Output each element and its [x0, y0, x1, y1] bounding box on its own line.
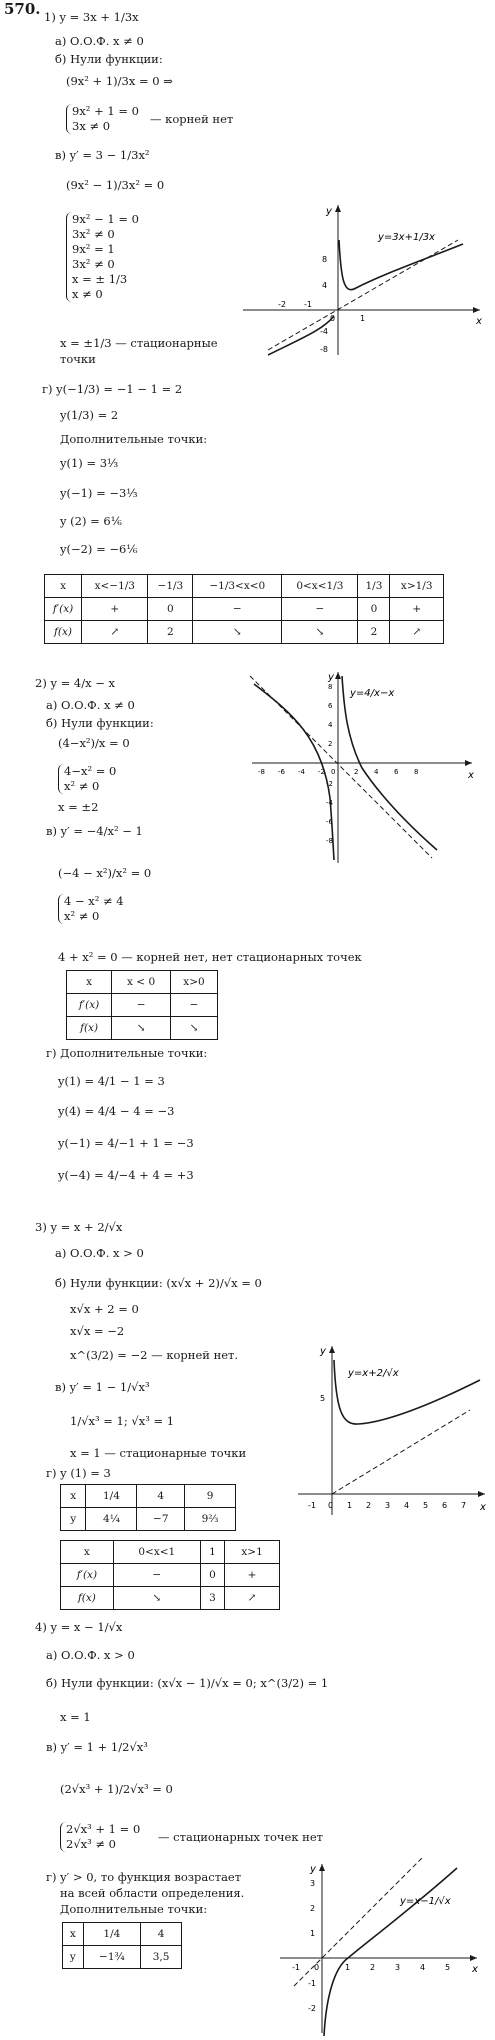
table-cell: 1/3: [358, 575, 390, 598]
curve: [324, 1868, 457, 2036]
table-row: [45, 621, 444, 644]
x-axis-arrow: [470, 1955, 477, 1961]
x-tick: 7: [461, 1501, 467, 1510]
table-cell: ↘: [112, 1017, 171, 1040]
y-axis-arrow: [335, 205, 341, 212]
table-cell: f′(x): [45, 598, 82, 621]
x-tick: 4: [374, 768, 379, 776]
x-tick: 2: [370, 1963, 376, 1972]
p1-extra-1: y(1) = 3⅓: [60, 456, 119, 470]
table-row: [45, 575, 444, 598]
table-cell: x>0: [171, 971, 218, 994]
p3-line-2: x√x = −2: [70, 1324, 125, 1338]
y-tick: -2: [326, 780, 333, 788]
asymptote: [332, 1410, 470, 1494]
table-cell: f′(x): [67, 994, 112, 1017]
p3-zeros: б) Нули функции: (x√x + 2)/√x = 0: [55, 1276, 262, 1290]
p1-derivative-system: [66, 212, 139, 302]
p2-note: 4 + x² = 0 — корней нет, нет стационарных точек: [58, 950, 362, 964]
y-tick: -8: [320, 345, 328, 354]
p1-extra-2: y(−1) = −3⅓: [60, 486, 138, 500]
p2-graph: [232, 668, 482, 868]
table-cell: 4: [137, 1485, 185, 1508]
p1-dsys-2: 3x² ≠ 0: [72, 227, 115, 241]
x-tick: 1: [347, 1501, 353, 1510]
y-tick: 6: [328, 702, 333, 710]
p1-dsys-1: 9x² − 1 = 0: [72, 212, 139, 226]
p2-zeros-title: б) Нули функции:: [46, 716, 154, 730]
p3-line-1: x√x + 2 = 0: [70, 1302, 139, 1316]
table-cell: x: [63, 1923, 84, 1946]
graph-label: y=x+2/√x: [348, 1368, 399, 1379]
graph-label: y=4/x−x: [350, 688, 395, 699]
x-tick: 0: [328, 1501, 334, 1510]
x-tick: 3: [385, 1501, 391, 1510]
x-tick: 5: [423, 1501, 429, 1510]
table-cell: f(x): [61, 1587, 114, 1610]
table-cell: +: [225, 1564, 280, 1587]
table-cell: 3: [200, 1587, 224, 1610]
x-tick: 4: [420, 1963, 426, 1972]
p1-zeros-sys-2: 3x ≠ 0: [72, 119, 111, 133]
p3-function: 3) y = x + 2/√x: [35, 1220, 123, 1234]
p2-function: 2) y = 4/x − x: [35, 676, 116, 690]
x-tick: 2: [366, 1501, 372, 1510]
p2-dsys-1: 4 − x² ≠ 4: [64, 894, 124, 908]
x-axis-arrow: [465, 760, 472, 766]
x-tick: -6: [278, 768, 285, 776]
p1-dsys-4: 3x² ≠ 0: [72, 257, 115, 271]
p1-zeros-title: б) Нули функции:: [55, 52, 163, 66]
x-tick: 0: [330, 314, 336, 323]
table-cell: ↘: [193, 621, 282, 644]
x-axis-label: x: [472, 1964, 478, 1975]
p4-derivative: в) y′ = 1 + 1/2√x³: [46, 1740, 148, 1754]
p4-derivative-note: — стационарных точек нет: [158, 1830, 324, 1844]
p4-domain: а) О.О.Ф. x > 0: [46, 1648, 135, 1662]
table-cell: 0<x<1/3: [282, 575, 358, 598]
table-cell: ↗: [82, 621, 148, 644]
x-tick: -1: [292, 1963, 300, 1972]
p1-value-2: y(1/3) = 2: [60, 408, 119, 422]
p2-extra-3: y(−1) = 4/−1 + 1 = −3: [58, 1136, 194, 1150]
p2-derivative-eq: (−4 − x²)/x² = 0: [58, 866, 152, 880]
table-cell: 0: [148, 598, 193, 621]
y-axis-label: y: [328, 672, 334, 683]
x-tick: 6: [394, 768, 399, 776]
p1-dsys-6: x ≠ 0: [72, 287, 103, 301]
table-cell: 3,5: [141, 1946, 182, 1969]
table-cell: 0<x<1: [113, 1541, 200, 1564]
table-cell: 1: [200, 1541, 224, 1564]
y-tick: -1: [308, 1979, 316, 1988]
p4-conclusion-3: Дополнительные точки:: [60, 1902, 208, 1916]
p2-zeros-system: [58, 764, 116, 794]
table-cell: f′(x): [61, 1564, 114, 1587]
p2-zsys-1: 4−x² = 0: [64, 764, 117, 778]
p3-variation-table: [60, 1540, 280, 1610]
table-cell: −: [282, 598, 358, 621]
p1-extra-3: y (2) = 6⅙: [60, 514, 122, 528]
table-cell: 2: [358, 621, 390, 644]
p2-extra-1: y(1) = 4/1 − 1 = 3: [58, 1074, 165, 1088]
p1-zeros-eq: (9x² + 1)/3x = 0 ⇒: [66, 74, 173, 88]
y-tick: -2: [308, 2004, 316, 2013]
y-tick: 1: [310, 1929, 316, 1938]
p1-value-1: г) y(−1/3) = −1 − 1 = 2: [42, 382, 183, 396]
p1-zeros-sys-1: 9x² + 1 = 0: [72, 104, 139, 118]
p4-function: 4) y = x − 1/√x: [35, 1620, 123, 1634]
p4-values-table: [62, 1922, 182, 1969]
table-cell: ↗: [390, 621, 444, 644]
y-tick: 4: [328, 721, 333, 729]
y-tick: 4: [322, 281, 328, 290]
table-row: [61, 1485, 236, 1508]
table-cell: −: [171, 994, 218, 1017]
p3-stationary: x = 1 — стационарные точки: [70, 1446, 247, 1460]
p1-stationary-2: точки: [60, 352, 96, 366]
table-cell: y: [63, 1946, 84, 1969]
p3-line-3: x^(3/2) = −2 — корней нет.: [70, 1348, 239, 1362]
table-cell: x: [45, 575, 82, 598]
p4-graph: [272, 1858, 482, 2038]
x-tick: 4: [404, 1501, 410, 1510]
p2-derivative: в) y′ = −4/x² − 1: [46, 824, 143, 838]
p2-extra-2: y(4) = 4/4 − 4 = −3: [58, 1104, 175, 1118]
y-axis-label: y: [320, 1346, 326, 1357]
table-cell: −1/3: [148, 575, 193, 598]
table-row: [61, 1564, 280, 1587]
graph-label: y=x−1/√x: [400, 1896, 451, 1907]
table-row: [67, 1017, 218, 1040]
table-cell: ↘: [113, 1587, 200, 1610]
y-tick: -4: [320, 327, 328, 336]
table-cell: ↘: [282, 621, 358, 644]
x-tick: 1: [345, 1963, 351, 1972]
p3-derivative-eq: 1/√x³ = 1; √x³ = 1: [70, 1414, 175, 1428]
table-cell: 9: [185, 1485, 236, 1508]
p1-function: 1) y = 3x + 1/3x: [44, 10, 139, 24]
y-tick: 2: [310, 1904, 316, 1913]
table-cell: x>1/3: [390, 575, 444, 598]
table-cell: −: [113, 1564, 200, 1587]
p1-zeros-system: [66, 104, 139, 134]
table-cell: 1/4: [86, 1485, 137, 1508]
p1-zeros-note: — корней нет: [150, 112, 234, 126]
x-tick: 8: [414, 768, 419, 776]
p2-zeros-result: x = ±2: [58, 800, 99, 814]
table-cell: ↗: [225, 1587, 280, 1610]
y-axis-label: y: [326, 206, 332, 217]
p1-dsys-3: 9x² = 1: [72, 242, 115, 256]
y-tick: 8: [328, 683, 333, 691]
table-cell: 4¼: [86, 1508, 137, 1531]
problem-number: 570.: [4, 0, 41, 18]
x-axis-label: x: [468, 770, 474, 781]
p2-derivative-system: [58, 894, 124, 924]
p1-variation-table: [44, 574, 444, 644]
p1-domain: а) О.О.Ф. x ≠ 0: [55, 34, 144, 48]
p3-derivative: в) y′ = 1 − 1/√x³: [55, 1380, 150, 1394]
y-axis-label: y: [310, 1864, 316, 1875]
table-cell: +: [390, 598, 444, 621]
table-cell: x: [67, 971, 112, 994]
x-axis-arrow: [473, 307, 480, 313]
table-cell: 1/4: [83, 1923, 141, 1946]
p2-zsys-2: x² ≠ 0: [64, 779, 100, 793]
x-tick: 2: [354, 768, 359, 776]
table-cell: +: [82, 598, 148, 621]
table-cell: 9⅔: [185, 1508, 236, 1531]
y-axis-arrow: [329, 1346, 335, 1353]
p2-extra-title: г) Дополнительные точки:: [46, 1046, 208, 1060]
p2-dsys-2: x² ≠ 0: [64, 909, 100, 923]
p4-zeros: б) Нули функции: (x√x − 1)/√x = 0; x^(3/2) = 1: [46, 1676, 329, 1690]
p1-extra-title: Дополнительные точки:: [60, 432, 208, 446]
p4-conclusion-1: г) y′ > 0, то функция возрастает: [46, 1870, 242, 1884]
p4-derivative-eq: (2√x³ + 1)/2√x³ = 0: [60, 1782, 173, 1796]
x-tick: 6: [442, 1501, 448, 1510]
table-cell: f(x): [45, 621, 82, 644]
y-tick: -8: [326, 837, 333, 845]
table-cell: −1¾: [83, 1946, 141, 1969]
table-row: [61, 1508, 236, 1531]
p1-derivative-eq: (9x² − 1)/3x² = 0: [66, 178, 165, 192]
y-tick: 2: [328, 740, 333, 748]
table-cell: −1/3<x<0: [193, 575, 282, 598]
p4-derivative-system: [60, 1822, 140, 1852]
x-tick: 0: [331, 768, 336, 776]
y-tick: -6: [326, 818, 333, 826]
x-axis-label: x: [476, 316, 482, 327]
table-cell: 0: [358, 598, 390, 621]
x-tick: 5: [445, 1963, 451, 1972]
x-tick: 1: [360, 314, 366, 323]
x-axis-label: x: [480, 1502, 486, 1513]
table-cell: x<−1/3: [82, 575, 148, 598]
table-cell: x < 0: [112, 971, 171, 994]
p1-stationary: x = ±1/3 — стационарные: [60, 336, 218, 350]
p1-dsys-5: x = ± 1/3: [72, 272, 128, 286]
y-tick: 5: [320, 1394, 326, 1403]
graph-label: y=3x+1/3x: [378, 232, 435, 243]
y-tick: 8: [322, 255, 328, 264]
table-cell: x: [61, 1485, 86, 1508]
table-cell: −: [193, 598, 282, 621]
x-tick: 0: [314, 1963, 320, 1972]
p1-derivative: в) y′ = 3 − 1/3x²: [55, 148, 150, 162]
p4-dsys-2: 2√x³ ≠ 0: [66, 1837, 117, 1851]
table-cell: 2: [148, 621, 193, 644]
p1-extra-4: y(−2) = −6⅙: [60, 542, 138, 556]
p3-graph: [290, 1340, 490, 1520]
x-tick: 3: [395, 1963, 401, 1972]
table-row: [61, 1541, 280, 1564]
y-tick: -4: [326, 799, 333, 807]
x-tick: -2: [318, 768, 325, 776]
y-axis-arrow: [319, 1864, 325, 1871]
x-axis-arrow: [478, 1491, 485, 1497]
x-tick: -2: [278, 300, 286, 309]
table-cell: 0: [200, 1564, 224, 1587]
table-cell: −: [112, 994, 171, 1017]
p4-root: x = 1: [60, 1710, 91, 1724]
p4-conclusion-2: на всей области определения.: [60, 1886, 245, 1900]
p4-dsys-1: 2√x³ + 1 = 0: [66, 1822, 141, 1836]
p3-value: г) y (1) = 3: [46, 1466, 111, 1480]
table-row: [63, 1946, 182, 1969]
table-row: [67, 971, 218, 994]
table-cell: x: [61, 1541, 114, 1564]
x-tick: -1: [304, 300, 312, 309]
table-cell: −7: [137, 1508, 185, 1531]
table-row: [61, 1587, 280, 1610]
p2-variation-table: [66, 970, 218, 1040]
table-row: [67, 994, 218, 1017]
p2-zeros-eq: (4−x²)/x = 0: [58, 736, 130, 750]
x-tick: -8: [258, 768, 265, 776]
table-cell: 4: [141, 1923, 182, 1946]
p3-values-table: [60, 1484, 236, 1531]
table-cell: x>1: [225, 1541, 280, 1564]
table-row: [45, 598, 444, 621]
x-tick: -1: [308, 1501, 316, 1510]
table-row: [63, 1923, 182, 1946]
p2-extra-4: y(−4) = 4/−4 + 4 = +3: [58, 1168, 194, 1182]
y-tick: 3: [310, 1879, 316, 1888]
p3-domain: а) О.О.Ф. x > 0: [55, 1246, 144, 1260]
p1-graph: [238, 200, 488, 360]
x-tick: -4: [298, 768, 305, 776]
table-cell: f(x): [67, 1017, 112, 1040]
y-axis-arrow: [335, 672, 341, 679]
table-cell: y: [61, 1508, 86, 1531]
asymptote: [294, 1858, 422, 1986]
p2-domain: а) О.О.Ф. x ≠ 0: [46, 698, 135, 712]
table-cell: ↘: [171, 1017, 218, 1040]
